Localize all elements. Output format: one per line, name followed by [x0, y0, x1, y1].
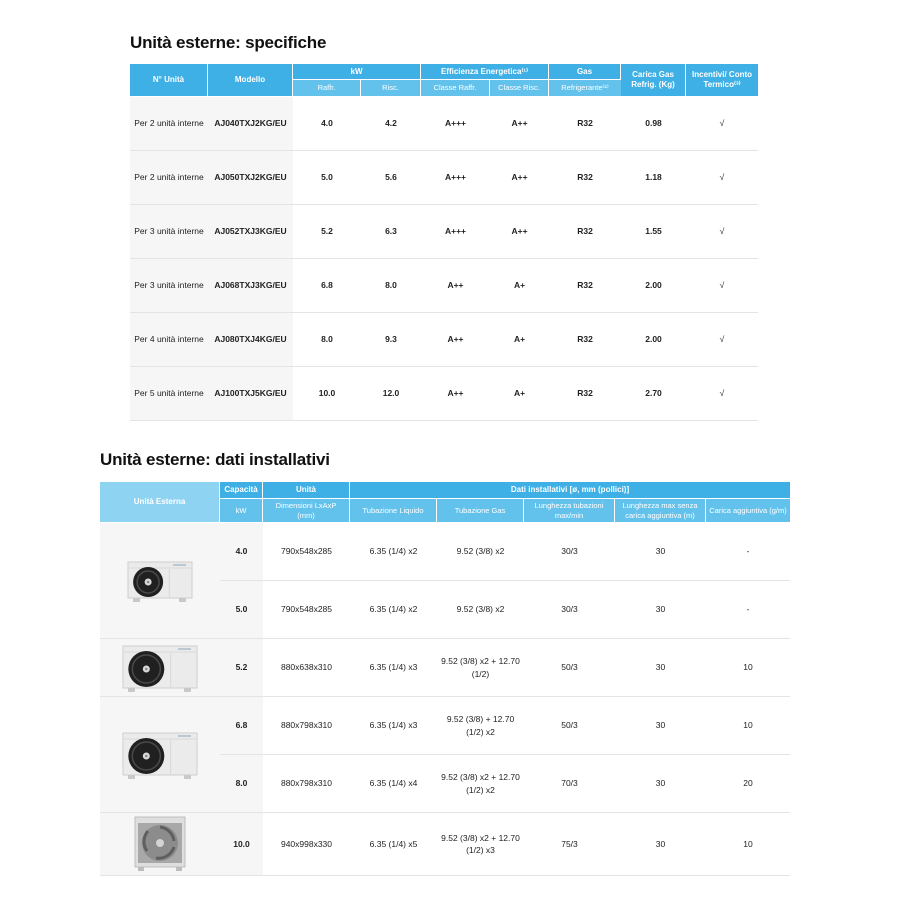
col-header-tubazione-liquido: Tubazione Liquido [350, 499, 437, 523]
cell-classe-raffreddamento: A++ [421, 367, 490, 421]
cell-lunghezza-tubazioni: 70/3 [524, 755, 615, 813]
cell-n-unita: Per 2 unità interne [130, 97, 208, 151]
cell-tubazione-liquido: 6.35 (1/4) x4 [350, 755, 437, 813]
cell-lunghezza-max: 30 [615, 697, 706, 755]
cell-carica-gas: 2.00 [621, 259, 686, 313]
cell-modello: AJ040TXJ2KG/EU [208, 97, 293, 151]
cell-dimensioni: 790x548x285 [263, 581, 350, 639]
col-header-risc: Risc. [361, 80, 421, 97]
cell-classe-riscaldamento: A++ [490, 97, 549, 151]
cell-n-unita: Per 3 unità interne [130, 259, 208, 313]
section-title-dati-installativi: Unità esterne: dati installativi [100, 450, 330, 469]
outdoor-unit-small-icon [100, 523, 220, 639]
col-header-classe-raffr: Classe Raffr. [421, 80, 490, 97]
spec-table-row [130, 151, 758, 205]
cell-n-unita: Per 4 unità interne [130, 313, 208, 367]
cell-carica-gas: 1.55 [621, 205, 686, 259]
col-group-efficienza: Efficienza Energetica⁽¹⁾ [421, 64, 549, 80]
spec-table-row [130, 367, 758, 421]
cell-gas-refrigerante: R32 [549, 97, 621, 151]
cell-kw-riscaldamento: 5.6 [361, 151, 421, 205]
cell-carica-aggiuntiva: 20 [706, 755, 790, 813]
cell-capacita: 5.2 [220, 639, 263, 697]
col-header-incentivi: Incentivi/ Conto Termico⁽³⁾ [686, 64, 758, 97]
col-header-lunghezza-tubazioni: Lunghezza tubazioni max/min [524, 499, 615, 523]
cell-carica-aggiuntiva: 10 [706, 639, 790, 697]
installation-table-row [100, 697, 790, 755]
col-header-n-unita: N° Unità [130, 64, 208, 97]
installation-table-row [100, 813, 790, 876]
cell-carica-gas: 0.98 [621, 97, 686, 151]
cell-tubazione-gas: 9.52 (3/8) + 12.70 (1/2) x2 [437, 697, 524, 755]
cell-incentivi-checkmark: √ [686, 205, 758, 259]
col-header-lunghezza-max: Lunghezza max senza carica aggiuntiva (m) [615, 499, 706, 523]
cell-lunghezza-tubazioni: 75/3 [524, 813, 615, 876]
cell-carica-gas: 2.00 [621, 313, 686, 367]
outdoor-unit-medium-icon [100, 639, 220, 697]
cell-classe-raffreddamento: A+++ [421, 97, 490, 151]
col-group-gas: Gas [549, 64, 621, 80]
cell-tubazione-liquido: 6.35 (1/4) x2 [350, 581, 437, 639]
cell-kw-riscaldamento: 6.3 [361, 205, 421, 259]
col-header-classe-risc: Classe Risc. [490, 80, 549, 97]
col-header-modello: Modello [208, 64, 293, 97]
cell-kw-raffreddamento: 4.0 [293, 97, 361, 151]
cell-gas-refrigerante: R32 [549, 151, 621, 205]
cell-lunghezza-tubazioni: 50/3 [524, 697, 615, 755]
cell-kw-raffreddamento: 8.0 [293, 313, 361, 367]
col-header-dimensioni: Dimensioni LxAxP (mm) [263, 499, 350, 523]
cell-tubazione-liquido: 6.35 (1/4) x3 [350, 697, 437, 755]
cell-classe-raffreddamento: A++ [421, 259, 490, 313]
cell-capacita: 6.8 [220, 697, 263, 755]
cell-dimensioni: 940x998x330 [263, 813, 350, 876]
cell-kw-raffreddamento: 10.0 [293, 367, 361, 421]
cell-lunghezza-max: 30 [615, 813, 706, 876]
cell-tubazione-gas: 9.52 (3/8) x2 + 12.70 (1/2) [437, 639, 524, 697]
cell-capacita: 8.0 [220, 755, 263, 813]
cell-carica-gas: 2.70 [621, 367, 686, 421]
cell-capacita: 5.0 [220, 581, 263, 639]
spec-table-row [130, 205, 758, 259]
cell-gas-refrigerante: R32 [549, 313, 621, 367]
cell-kw-riscaldamento: 12.0 [361, 367, 421, 421]
cell-kw-raffreddamento: 5.2 [293, 205, 361, 259]
cell-dimensioni: 880x638x310 [263, 639, 350, 697]
cell-tubazione-gas: 9.52 (3/8) x2 + 12.70 (1/2) x2 [437, 755, 524, 813]
cell-gas-refrigerante: R32 [549, 259, 621, 313]
cell-tubazione-liquido: 6.35 (1/4) x5 [350, 813, 437, 876]
col-header-unita-esterna: Unità Esterna [100, 482, 220, 523]
cell-dimensioni: 790x548x285 [263, 523, 350, 581]
col-header-raffr: Raffr. [293, 80, 361, 97]
cell-dimensioni: 880x798x310 [263, 697, 350, 755]
cell-capacita: 4.0 [220, 523, 263, 581]
cell-modello: AJ068TXJ3KG/EU [208, 259, 293, 313]
col-group-kw: kW [293, 64, 421, 80]
cell-lunghezza-max: 30 [615, 523, 706, 581]
cell-tubazione-gas: 9.52 (3/8) x2 [437, 581, 524, 639]
cell-kw-raffreddamento: 6.8 [293, 259, 361, 313]
col-header-unita: Unità [263, 482, 350, 499]
installation-table-row [100, 639, 790, 697]
outdoor-unit-large-icon [100, 813, 220, 876]
cell-carica-gas: 1.18 [621, 151, 686, 205]
cell-gas-refrigerante: R32 [549, 367, 621, 421]
installation-table [100, 482, 790, 876]
cell-carica-aggiuntiva: - [706, 523, 790, 581]
cell-n-unita: Per 5 unità interne [130, 367, 208, 421]
cell-kw-riscaldamento: 8.0 [361, 259, 421, 313]
cell-modello: AJ052TXJ3KG/EU [208, 205, 293, 259]
installation-table-row [100, 523, 790, 581]
cell-incentivi-checkmark: √ [686, 367, 758, 421]
cell-kw-riscaldamento: 4.2 [361, 97, 421, 151]
cell-lunghezza-max: 30 [615, 639, 706, 697]
col-header-capacita: Capacità [220, 482, 263, 499]
cell-lunghezza-tubazioni: 30/3 [524, 581, 615, 639]
cell-incentivi-checkmark: √ [686, 259, 758, 313]
cell-tubazione-liquido: 6.35 (1/4) x3 [350, 639, 437, 697]
cell-kw-raffreddamento: 5.0 [293, 151, 361, 205]
cell-classe-riscaldamento: A+ [490, 313, 549, 367]
cell-tubazione-liquido: 6.35 (1/4) x2 [350, 523, 437, 581]
cell-capacita: 10.0 [220, 813, 263, 876]
cell-classe-raffreddamento: A++ [421, 313, 490, 367]
cell-classe-riscaldamento: A++ [490, 151, 549, 205]
cell-dimensioni: 880x798x310 [263, 755, 350, 813]
cell-classe-riscaldamento: A+ [490, 367, 549, 421]
cell-n-unita: Per 3 unità interne [130, 205, 208, 259]
cell-carica-aggiuntiva: 10 [706, 813, 790, 876]
cell-kw-riscaldamento: 9.3 [361, 313, 421, 367]
cell-lunghezza-tubazioni: 30/3 [524, 523, 615, 581]
spec-table [130, 64, 758, 421]
cell-tubazione-gas: 9.52 (3/8) x2 + 12.70 (1/2) x3 [437, 813, 524, 876]
cell-incentivi-checkmark: √ [686, 313, 758, 367]
outdoor-unit-medium-icon [100, 697, 220, 813]
cell-modello: AJ100TXJ5KG/EU [208, 367, 293, 421]
col-header-refrigerante: Refrigerante⁽²⁾ [549, 80, 621, 97]
cell-lunghezza-max: 30 [615, 755, 706, 813]
cell-classe-riscaldamento: A+ [490, 259, 549, 313]
col-header-carica-gas: Carica Gas Refrig. (Kg) [621, 64, 686, 97]
cell-tubazione-gas: 9.52 (3/8) x2 [437, 523, 524, 581]
section-title-specifiche: Unità esterne: specifiche [130, 33, 327, 52]
cell-modello: AJ080TXJ4KG/EU [208, 313, 293, 367]
col-group-dati-installativi: Dati installativi [ø, mm (pollici)] [350, 482, 790, 499]
cell-classe-raffreddamento: A+++ [421, 151, 490, 205]
col-header-carica-aggiuntiva: Carica aggiuntiva (g/m) [706, 499, 790, 523]
cell-classe-riscaldamento: A++ [490, 205, 549, 259]
cell-incentivi-checkmark: √ [686, 151, 758, 205]
cell-n-unita: Per 2 unità interne [130, 151, 208, 205]
cell-modello: AJ050TXJ2KG/EU [208, 151, 293, 205]
cell-carica-aggiuntiva: 10 [706, 697, 790, 755]
spec-table-row [130, 259, 758, 313]
cell-carica-aggiuntiva: - [706, 581, 790, 639]
cell-classe-raffreddamento: A+++ [421, 205, 490, 259]
cell-gas-refrigerante: R32 [549, 205, 621, 259]
cell-lunghezza-max: 30 [615, 581, 706, 639]
spec-table-row [130, 97, 758, 151]
cell-incentivi-checkmark: √ [686, 97, 758, 151]
spec-table-row [130, 313, 758, 367]
col-header-kw: kW [220, 499, 263, 523]
cell-lunghezza-tubazioni: 50/3 [524, 639, 615, 697]
col-header-tubazione-gas: Tubazione Gas [437, 499, 524, 523]
